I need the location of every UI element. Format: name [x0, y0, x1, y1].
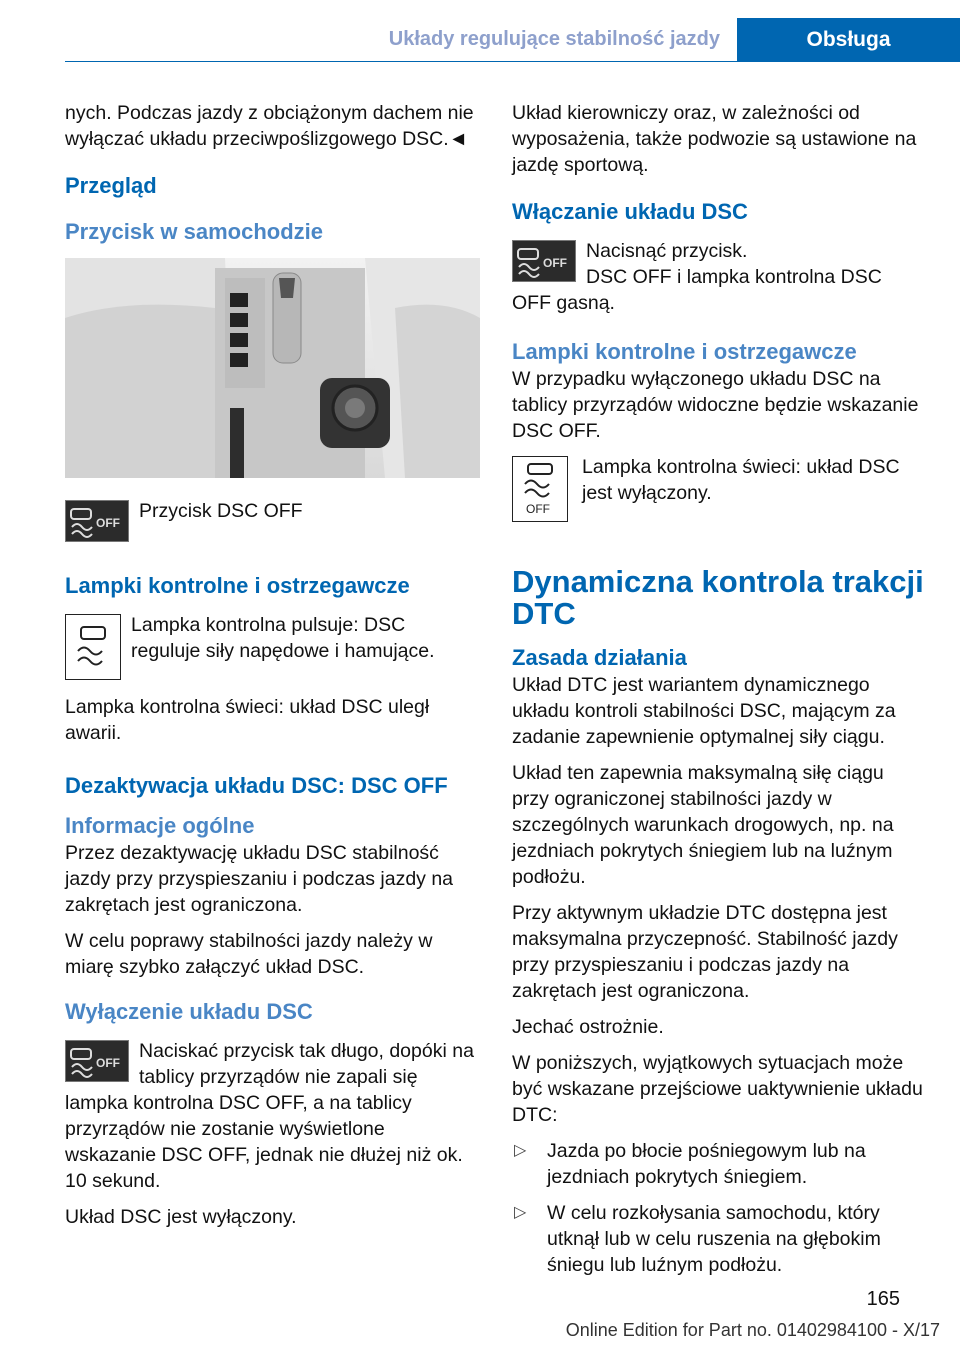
deactivation-heading: Dezaktywacja układu DSC: DSC OFF: [65, 773, 448, 798]
triangle-bullet-icon: ▷: [514, 1204, 527, 1221]
button-icon-label: OFF: [96, 516, 120, 530]
chapter-tab[interactable]: Obsługa: [737, 18, 960, 62]
car-console-illustration: [65, 258, 480, 478]
button-caption: Przycisk DSC OFF: [139, 500, 303, 522]
right-lamps-heading: Lampki kontrolne i ostrzegawcze: [512, 339, 857, 364]
car-console-photo: [65, 258, 480, 478]
dsc-warning-lamp-icon: [65, 614, 121, 680]
left-column: [65, 100, 480, 1240]
dtc-heading: Dynamiczna kontrola trakcji DTC: [512, 564, 924, 631]
general-heading: Informacje ogólne: [65, 813, 255, 838]
lamp-failure-text: Lampka kontrolna świeci: układ DSC uległ awarii.: [65, 696, 430, 744]
lamp-icon-label: OFF: [526, 502, 550, 516]
intro-paragraph: nych. Podczas jazdy z obciążonym dachem nie wyłączać układu przeciwpoślizgowego DSC.◄: [65, 102, 474, 150]
principle-heading: Zasada działania: [512, 645, 687, 670]
button-icon-label: OFF: [96, 1056, 120, 1070]
page-number: 165: [866, 1288, 900, 1310]
button-caption-row: [65, 498, 480, 546]
list-item: ▷ Jazda po błocie pośniegowym lub na jezdniach pokrytych śniegiem.: [514, 1140, 866, 1188]
general-paragraph-2: W celu poprawy stabilności jazdy należy w miarę szybko załączyć układ DSC.: [65, 930, 433, 978]
switch-off-row: [65, 1038, 480, 1194]
switch-on-row: [512, 238, 926, 316]
header-rule: [65, 61, 737, 62]
principle-paragraph-3: Przy aktywnym układzie DTC dostępna jest maksymalna przyczepność. Stabilność jazdy przy przyspieszaniu i podczas jazdy na zakrętach jest ograniczona.: [512, 902, 898, 1002]
dsc-off-button-icon: [512, 240, 576, 282]
principle-paragraph-2: Układ ten zapewnia maksymalną siłę ciągu przy ograniczonej stabilności jazdy w szczególnych warunkach drogowych, np. na jezdniach pokrytych śniegiem lub na luźnym podłożu.: [512, 762, 894, 888]
switch-on-paragraph-2: DSC OFF i lampka kontrolna DSC OFF gasną.: [512, 266, 882, 314]
footer-edition: Online Edition for Part no. 01402984100 - X/17: [565, 1320, 940, 1340]
lamp-off-row: [512, 454, 926, 526]
lamp-pulsing-row: [65, 612, 480, 684]
principle-paragraph-5: W poniższych, wyjątkowych sytuacjach może być wskazane przejściowe uaktywnienie układu DTC:: [512, 1052, 923, 1126]
lamp-pulsing-text: Lampka kontrolna pulsuje: DSC reguluje siły napędowe i hamujące.: [131, 614, 435, 662]
page-header: [0, 0, 960, 62]
switch-on-paragraph-1: Nacisnąć przycisk.: [586, 240, 748, 262]
lamps-heading: Lampki kontrolne i ostrzegawcze: [65, 573, 410, 598]
general-paragraph-1: Przez dezaktywację układu DSC stabilność jazdy przy przyspieszaniu i podczas jazdy na zakrętach jest ograniczona.: [65, 842, 454, 916]
section-title: Układy regulujące stabilność jazdy: [388, 28, 720, 50]
dtc-situations-list: [512, 1138, 926, 1278]
overview-heading: Przegląd: [65, 173, 157, 198]
list-item: ▷ W celu rozkołysania samochodu, który utknął lub w celu ruszenia na głębokim śniegu lub luźnym podłożu.: [514, 1202, 881, 1276]
dsc-off-button-icon: [65, 1040, 129, 1082]
switch-off-heading: Wyłączenie układu DSC: [65, 999, 313, 1024]
dsc-off-button-icon: [65, 500, 129, 542]
right-intro-paragraph: Układ kierowniczy oraz, w zależności od wyposażenia, także podwozie są ustawione na jazdę sportową.: [512, 102, 917, 176]
switch-off-paragraph-1: Naciskać przycisk tak długo, dopóki na tablicy przyrządów nie zapali się lampka kontrolna DSC OFF, a na tablicy przyrządów nie zostanie wyświetlone wskazanie DSC OFF, jednak nie dłużej niż ok. 10 sekund.: [65, 1040, 474, 1192]
principle-paragraph-1: Układ DTC jest wariantem dynamicznego układu kontroli stabilności DSC, mającym za zadanie zapewnienie optymalnej siły ciągu.: [512, 674, 896, 748]
right-lamps-paragraph-2: Lampka kontrolna świeci: układ DSC jest wyłączony.: [582, 456, 900, 504]
right-column: [512, 100, 926, 1288]
right-lamps-paragraph-1: W przypadku wyłączonego układu DSC na tablicy przyrządów widoczne będzie wskazanie DSC OFF.: [512, 368, 919, 442]
principle-paragraph-4: Jechać ostrożnie.: [512, 1016, 664, 1038]
switch-off-paragraph-2: Układ DSC jest wyłączony.: [65, 1206, 297, 1228]
dsc-off-lamp-icon: [512, 456, 568, 522]
button-icon-label: OFF: [543, 256, 567, 270]
triangle-bullet-icon: ▷: [514, 1142, 527, 1159]
button-heading: Przycisk w samochodzie: [65, 219, 323, 244]
switch-on-heading: Włączanie układu DSC: [512, 199, 748, 224]
